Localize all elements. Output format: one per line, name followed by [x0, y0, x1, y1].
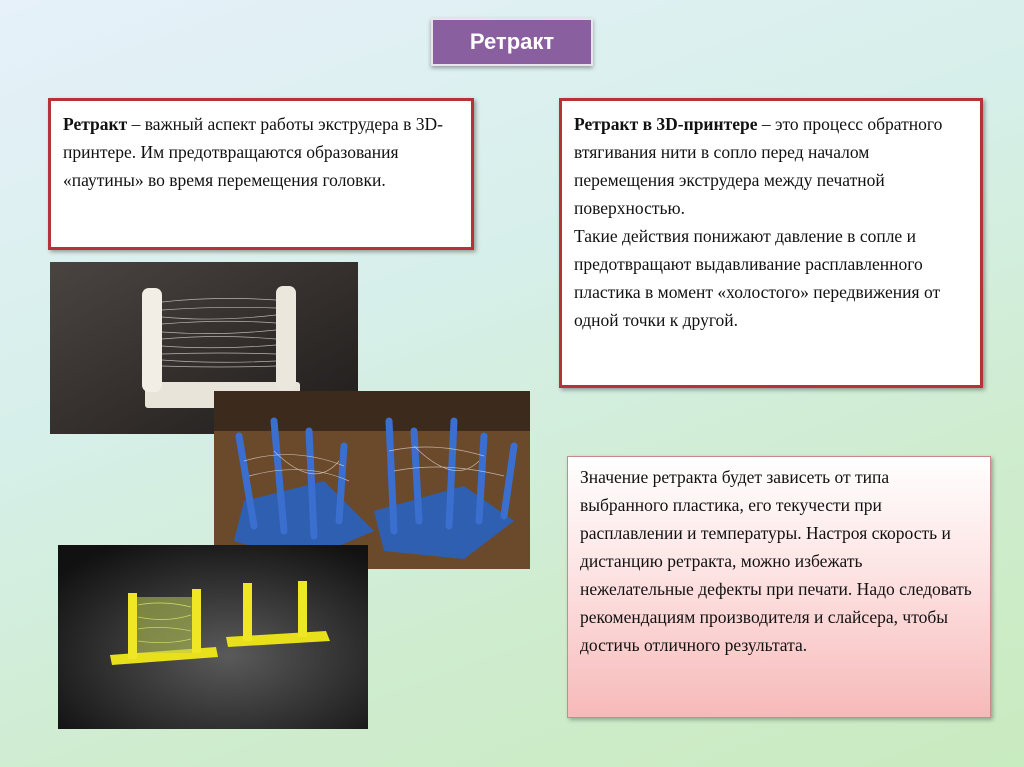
- term-retract-3d: Ретракт в 3D-принтере: [574, 114, 758, 134]
- slide-title: Ретракт: [431, 18, 593, 66]
- recommendation-text: Значение ретракта будет зависеть от типа выбранного пластика, его текучести при расплавлении и температуры. Настроя скорость и дистанцию ретракта, можно избежать нежелательные дефекты при печати. Надо следовать рекомендациям производителя и слайсера, чтобы достичь отличного результата.: [580, 467, 972, 655]
- stringing-photo-yellow: [58, 545, 368, 729]
- definition-text: – важный аспект работы экструдера в 3D-принтере. Им предотвращаются образования «паутины» во время перемещения головки.: [63, 114, 443, 190]
- recommendation-card: [567, 456, 991, 718]
- term-retract: Ретракт: [63, 114, 128, 134]
- explanation-card: [559, 98, 983, 388]
- definition-card: [48, 98, 474, 250]
- stringing-photo-blue: [214, 391, 530, 569]
- explanation-text-2: Такие действия понижают давление в сопле и предотвращают выдавливание расплавленного пластика в момент «холостого» передвижения от одной точки к другой.: [574, 226, 941, 330]
- explanation-text: – это процесс обратного втягивания нити в сопло перед началом перемещения экструдера между печатной поверхностью.: [574, 114, 943, 218]
